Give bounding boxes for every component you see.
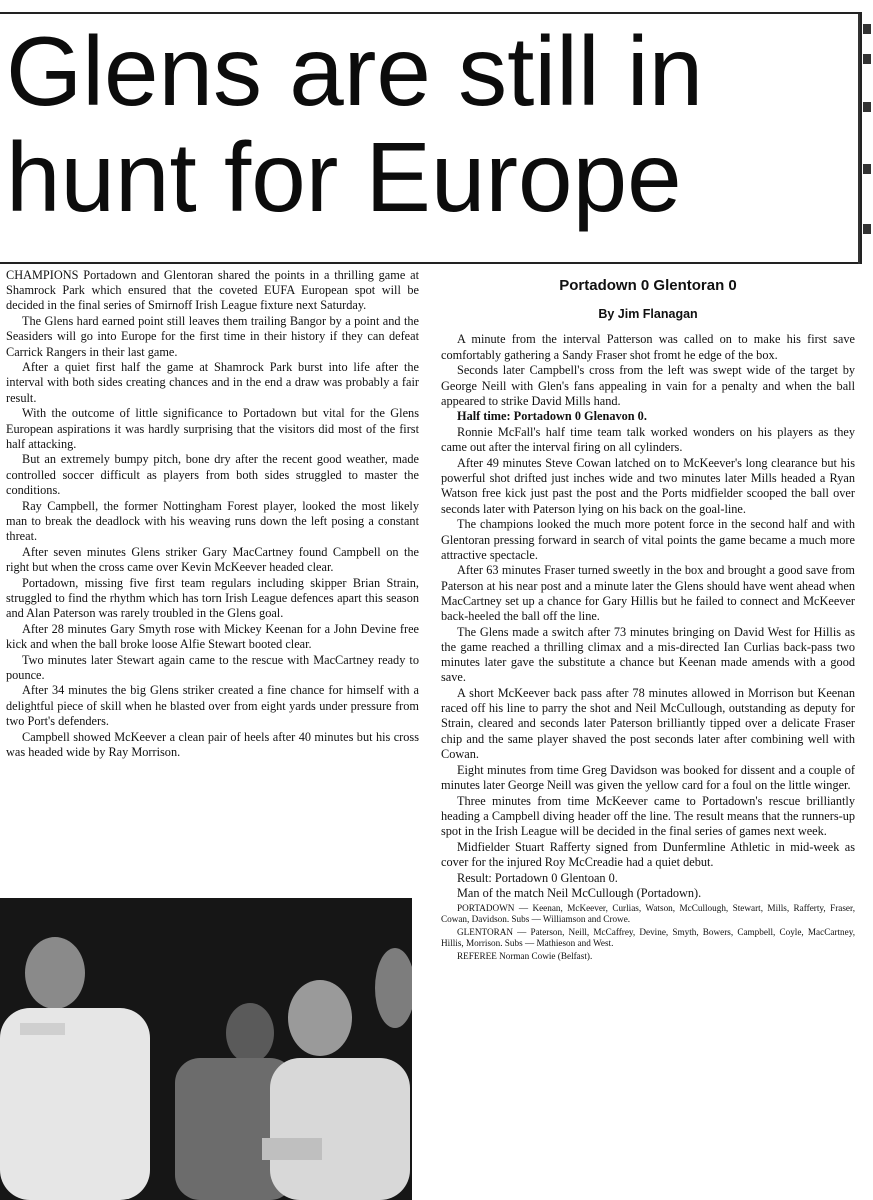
paragraph: The champions looked the much more potent force in the second half and with Glentoran pressing forward in search of vital points the game became a much more attractive spectacle. xyxy=(441,517,855,562)
half-time-score: Half time: Portadown 0 Glenavon 0. xyxy=(457,409,647,424)
adjacent-clipping-edge xyxy=(858,14,873,264)
man-of-the-match: Man of the match Neil McCullough (Portadown). xyxy=(457,886,702,901)
paragraph: Portadown, missing five first team regulars including skipper Brian Strain, struggled to find the rhythm which has torn Irish League defences apart this season and Alan Paterson was rarely troubled in the Glens goal. xyxy=(6,575,419,620)
paragraph: Campbell showed McKeever a clean pair of heels after 40 minutes but his cross was headed wide by Ray Morrison. xyxy=(6,729,419,759)
paragraph: CHAMPIONS Portadown and Glentoran shared the points in a thrilling game at Shamrock Park which ensured that the coveted EUFA European spot will be decided in the final series of Smirnoff Irish League fixture next Saturday. xyxy=(6,268,419,313)
paragraph: The Glens hard earned point still leaves them trailing Bangor by a point and the Seasiders will go into Europe for the first time in their history if they can defeat Carrick Rangers in their last game. xyxy=(6,314,419,359)
referee-line: REFEREE Norman Cowie (Belfast). xyxy=(457,951,593,962)
paragraph: Ronnie McFall's half time team talk worked wonders on his players as they came out after the interval firing on all cylinders. xyxy=(441,425,855,455)
match-score-heading: Portadown 0 Glentoran 0 xyxy=(559,277,737,294)
paragraph: Midfielder Stuart Rafferty signed from Dunfermline Athletic in mid-week as cover for the injured Roy McCreadie had a quiet debut. xyxy=(441,839,855,869)
team-lineup-glentoran: GLENTORAN — Paterson, Neill, McCaffrey, Devine, Smyth, Bowers, Campbell, Coyle, MacCartney, Hillis, Morrison. Subs — Mathieson and West. xyxy=(441,927,855,949)
paragraph: After 34 minutes the big Glens striker created a fine chance for himself with a delightful piece of skill when he blasted over from eight yards under pressure from two Port's defenders. xyxy=(6,683,419,728)
result-line: Result: Portadown 0 Glentoan 0. xyxy=(457,870,618,885)
paragraph: Two minutes later Stewart again came to the rescue with MacCartney ready to pounce. xyxy=(6,652,419,682)
paragraph: Eight minutes from time Greg Davidson was booked for dissent and a couple of minutes later George Neill was given the yellow card for a foul on the little winger. xyxy=(441,762,855,792)
right-column xyxy=(441,276,855,962)
headline-line-2: hunt for Europe xyxy=(6,122,682,232)
left-column xyxy=(6,268,419,761)
paragraph: After 49 minutes Steve Cowan latched on to McKeever's long clearance but his powerful shot drifted just inches wide and two minutes later Mills headed a Ryan Watson free kick just past the post and the Ports midfielder scooped the ball over seconds later with Paterson lying on his back on the goal-line. xyxy=(441,456,855,516)
paragraph: After a quiet first half the game at Shamrock Park burst into life after the interval with both sides creating chances and in the end a draw was probably a fair result. xyxy=(6,360,419,405)
paragraph: Ray Campbell, the former Nottingham Forest player, looked the most likely man to break the deadlock with his weaving runs down the left posing a constant threat. xyxy=(6,498,419,543)
paragraph: A minute from the interval Patterson was called on to make his first save comfortably gathering a Sandy Fraser shot fromt he edge of the box. xyxy=(441,332,855,362)
headline xyxy=(6,18,858,230)
photo-players-illustration xyxy=(0,898,412,1200)
byline: By Jim Flanagan xyxy=(598,307,698,322)
team-lineup-portadown: PORTADOWN — Keenan, McKeever, Curlias, Watson, McCullough, Stewart, Mills, Rafferty, Fraser, Cowan, Davidson. Subs — Williamson and Crowe. xyxy=(441,903,855,925)
paragraph: After 28 minutes Gary Smyth rose with Mickey Keenan for a John Devine free kick and when the ball broke loose Alfie Stewart booted clear. xyxy=(6,621,419,651)
paragraph: The Glens made a switch after 73 minutes bringing on David West for Hillis as the game reached a thrilling climax and a mis-directed Ian Curlias back-pass two minutes later gave the substitute a chance but Keenan made amends with a good save. xyxy=(441,624,855,685)
headline-text xyxy=(6,18,858,230)
paragraph: Seconds later Campbell's cross from the left was swept wide of the target by George Neill with Glen's fans appealing in vain for a penalty and when the ball appeared to strike David Mills hand. xyxy=(441,363,855,408)
paragraph: Three minutes from time McKeever came to Portadown's rescue brilliantly heading a Campbell diving header off the line. The result means that the runners-up spot in the Irish League will be decided in the final series of games next week. xyxy=(441,793,855,838)
paragraph: After seven minutes Glens striker Gary MacCartney found Campbell on the right but when the cross came over Kevin McKeever headed clear. xyxy=(6,544,419,574)
paragraph: But an extremely bumpy pitch, bone dry after the recent good weather, made controlled soccer difficult as players from both sides struggled to master the conditions. xyxy=(6,452,419,497)
paragraph: A short McKeever back pass after 78 minutes allowed in Morrison but Keenan raced off his line to parry the shot and Neil McCullough, outstanding as deputy for Strain, cleared and seconds later Paterson brilliantly tipped over a delicate Fraser chip and the same player shaved the post seconds later after combining well with Cowan. xyxy=(441,686,855,761)
paragraph: After 63 minutes Fraser turned sweetly in the box and brought a good save from Paterson at his near post and a minute later the Glens should have went ahead when MacCartney set up a chance for Gary Hillis but he failed to connect and McKeever back-heeled the ball off the line. xyxy=(441,563,855,624)
headline-line-1: Glens are still in xyxy=(6,16,704,126)
match-photo xyxy=(0,898,412,1200)
paragraph: With the outcome of little significance to Portadown but vital for the Glens European aspirations it was hardly surprising that the visitors did most of the first half attacking. xyxy=(6,406,419,451)
